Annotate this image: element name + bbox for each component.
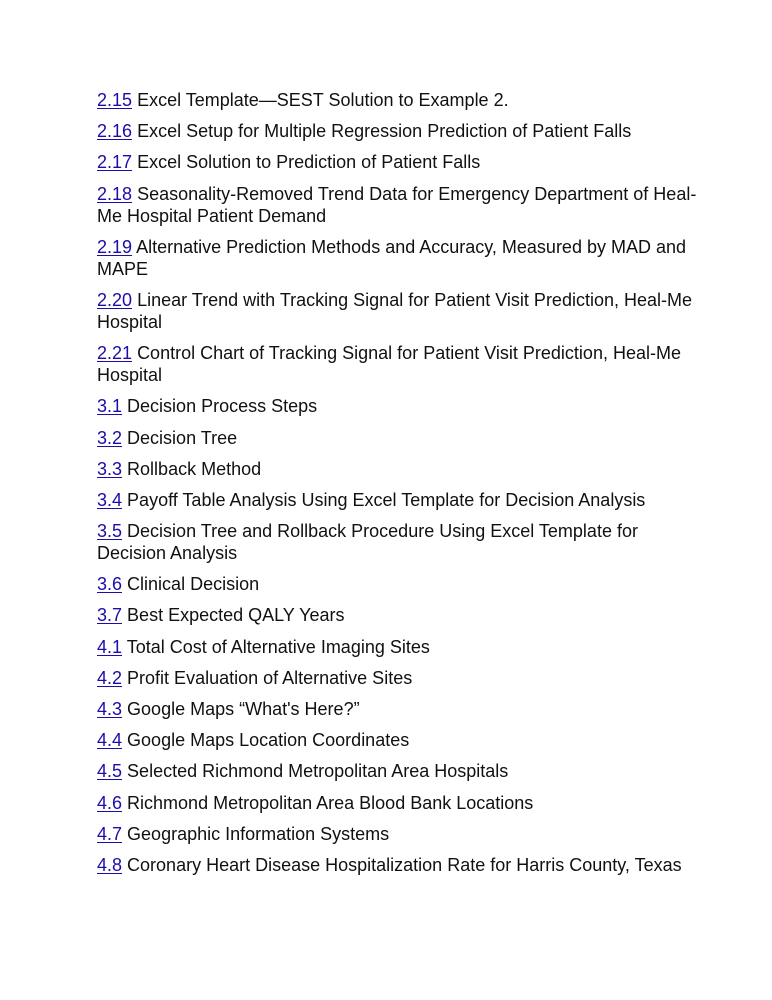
figure-title: Best Expected QALY Years bbox=[127, 605, 345, 626]
figure-title: Excel Template—SEST Solution to Example 2. bbox=[137, 90, 509, 110]
figure-title: Google Maps Location Coordinates bbox=[127, 730, 410, 751]
figure-title: Decision Tree bbox=[127, 427, 238, 448]
figure-link-4-1[interactable]: 4.1 bbox=[97, 636, 123, 657]
list-item bbox=[97, 89, 697, 111]
list-item bbox=[97, 289, 697, 333]
figure-link-3-4[interactable]: 3.4 bbox=[97, 489, 123, 510]
list-item bbox=[97, 604, 697, 626]
list-item bbox=[97, 636, 697, 658]
figure-title: Control Chart of Tracking Signal for Patient Visit Prediction, Heal-Me Hospital bbox=[97, 343, 681, 386]
figure-title: Coronary Heart Disease Hospitalization Rate for Harris County, Texas bbox=[127, 854, 682, 875]
figure-title: Clinical Decision bbox=[127, 574, 260, 595]
figure-title: Excel Setup for Multiple Regression Prediction of Patient Falls bbox=[137, 121, 632, 142]
figure-title: Seasonality-Removed Trend Data for Emergency Department of Heal-Me Hospital Patient Demand bbox=[97, 183, 697, 226]
figure-title: Excel Solution to Prediction of Patient Falls bbox=[137, 152, 481, 173]
figure-link-4-6[interactable]: 4.6 bbox=[97, 792, 123, 813]
figure-link-3-6[interactable]: 3.6 bbox=[97, 574, 123, 595]
figure-title: Decision Process Steps bbox=[127, 396, 318, 417]
figure-link-2-16[interactable]: 2.16 bbox=[97, 121, 133, 142]
figure-link-2-17[interactable]: 2.17 bbox=[97, 152, 133, 173]
list-item bbox=[97, 151, 697, 173]
figure-link-4-2[interactable]: 4.2 bbox=[97, 667, 123, 688]
figure-title: Total Cost of Alternative Imaging Sites bbox=[126, 636, 430, 657]
list-item bbox=[97, 760, 697, 782]
list-item bbox=[97, 183, 697, 227]
figure-title: Richmond Metropolitan Area Blood Bank Locations bbox=[127, 792, 534, 813]
figure-title: Alternative Prediction Methods and Accuracy, Measured by MAD and MAPE bbox=[97, 236, 687, 279]
figure-link-2-20[interactable]: 2.20 bbox=[97, 289, 133, 310]
list-item bbox=[97, 823, 697, 845]
figure-title: Geographic Information Systems bbox=[127, 823, 390, 844]
figure-title: Profit Evaluation of Alternative Sites bbox=[127, 667, 413, 688]
figure-link-3-3[interactable]: 3.3 bbox=[97, 458, 123, 479]
figure-link-4-7[interactable]: 4.7 bbox=[97, 823, 123, 844]
list-item bbox=[97, 520, 697, 564]
figure-list bbox=[97, 89, 697, 885]
figure-link-4-3[interactable]: 4.3 bbox=[97, 699, 123, 719]
list-item bbox=[97, 458, 697, 480]
list-item bbox=[97, 236, 697, 280]
figure-title: Linear Trend with Tracking Signal for Patient Visit Prediction, Heal-Me Hospital bbox=[97, 289, 692, 332]
list-item bbox=[97, 427, 697, 449]
figure-link-2-18[interactable]: 2.18 bbox=[97, 183, 133, 204]
figure-title: Google Maps “What's Here?” bbox=[127, 699, 360, 719]
list-item bbox=[97, 489, 697, 511]
figure-link-4-8[interactable]: 4.8 bbox=[97, 854, 123, 875]
figure-link-4-5[interactable]: 4.5 bbox=[97, 761, 123, 782]
list-item bbox=[97, 698, 697, 720]
figure-link-3-7[interactable]: 3.7 bbox=[97, 605, 123, 626]
list-item bbox=[97, 729, 697, 751]
list-item bbox=[97, 395, 697, 417]
figure-link-2-19[interactable]: 2.19 bbox=[97, 236, 133, 257]
list-item bbox=[97, 573, 697, 595]
figure-link-4-4[interactable]: 4.4 bbox=[97, 730, 123, 751]
figure-title: Decision Tree and Rollback Procedure Using Excel Template for Decision Analysis bbox=[97, 521, 638, 564]
figure-link-2-15[interactable]: 2.15 bbox=[97, 90, 133, 110]
list-item bbox=[97, 342, 697, 386]
figure-title: Rollback Method bbox=[127, 458, 262, 479]
list-item bbox=[97, 667, 697, 689]
figure-link-3-2[interactable]: 3.2 bbox=[97, 427, 123, 448]
list-item bbox=[97, 854, 697, 876]
figure-link-3-5[interactable]: 3.5 bbox=[97, 521, 123, 542]
figure-link-2-21[interactable]: 2.21 bbox=[97, 343, 133, 364]
list-item bbox=[97, 120, 697, 142]
figure-title: Payoff Table Analysis Using Excel Template for Decision Analysis bbox=[127, 489, 646, 510]
figure-title: Selected Richmond Metropolitan Area Hospitals bbox=[127, 761, 509, 782]
figure-link-3-1[interactable]: 3.1 bbox=[97, 396, 123, 417]
list-item bbox=[97, 792, 697, 814]
